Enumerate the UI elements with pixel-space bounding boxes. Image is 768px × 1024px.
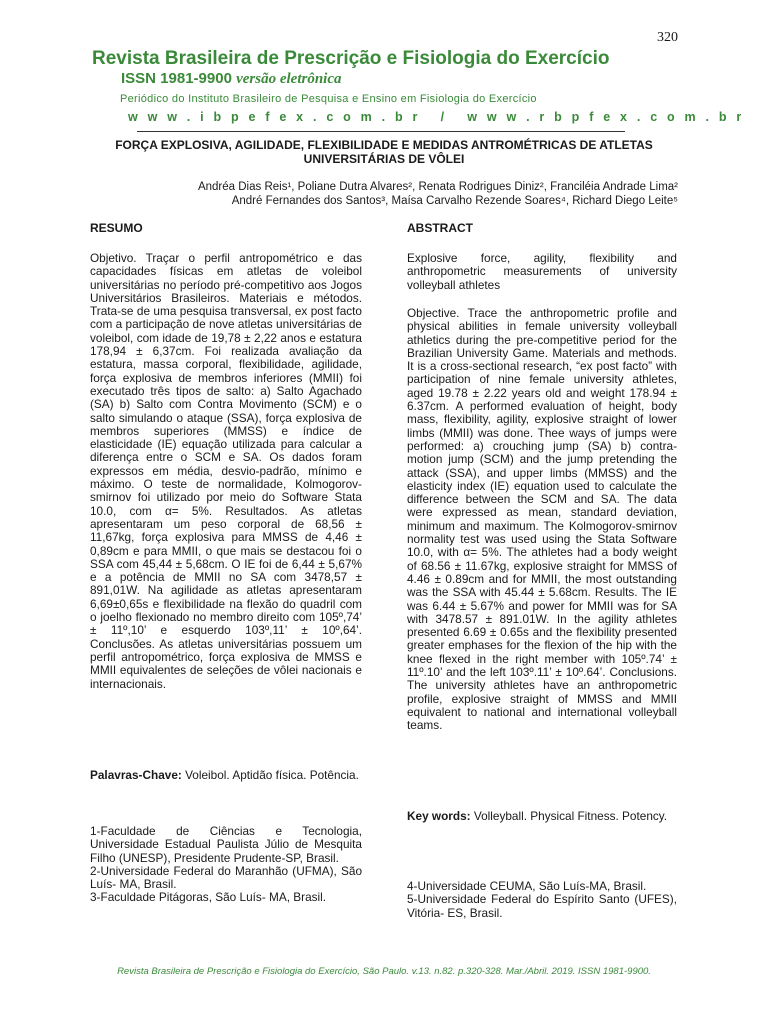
authors <box>90 180 678 208</box>
article-title-line2: UNIVERSITÁRIAS DE VÔLEI <box>303 152 465 166</box>
affiliation-3: 3-Faculdade Pitágoras, São Luís- MA, Brasil. <box>90 890 327 905</box>
affiliation-5: 5-Universidade Federal do Espírito Santo (UFES), Vitória- ES, Brasil. <box>407 892 677 920</box>
issn: ISSN 1981-9900 <box>121 70 232 87</box>
journal-subtitle: Periódico do Instituto Brasileiro de Pesquisa e Ensino em Fisiologia do Exercício <box>120 93 537 105</box>
issn-line <box>121 70 342 88</box>
authors-line2: André Fernandes dos Santos³, Maísa Carvalho Rezende Soares⁴, Richard Diego Leite⁵ <box>231 195 678 207</box>
article-title-line1: FORÇA EXPLOSIVA, AGILIDADE, FLEXIBILIDADE E MEDIDAS ANTROMÉTRICAS DE ATLETAS <box>115 138 653 152</box>
affiliation-4: 4-Universidade CEUMA, São Luís-MA, Brasil. <box>407 879 647 893</box>
resumo-body: Objetivo. Traçar o perfil antropométrico e das capacidades físicas em atletas de voleibol universitárias no período pré-competitivo aos Jogos Universitários Brasileiros. Materiais e métodos. Trata-se de uma pesquisa transversal, ex post facto com a participação de nove atletas universitárias de voleibol, com idade de 19,78 ± 2,22 anos e estatura 178,94 ± 6,37cm. Foi realizada avaliação da estatura, massa corporal, flexibilidade, agilidade, força explosiva de membros inferiores (MMII) foi executado três tipos de salto: a) Salto Agachado (SA) b) Salto com Contra Movimento (SCM) e o salto simulando o ataque (SSA), força explosiva de membros superiores (MMSS) e índice de elasticidade (IE) equação utilizada para calcular a diferença entre o SCM e SA. Os dados foram expressos em média, desvio-padrão, mínimo e máximo. O teste de normalidade, Kolmogorov-smirnov foi utilizado por meio do Software Stata 10.0, com α= 5%. Resultados. As atletas apresentaram um peso corporal de 68,56 ± 11,67kg, força explosiva para MMSS de 4,46 ± 0,89cm e para MMII, o que mais se destacou foi o SSA com 45,44 ± 5,68cm. O IE foi de 6,44 ± 5,67% e a potência de MMII no SA com 3478,57 ± 891,01W. Na agilidade as atletas apresentaram 6,69±0,65s e flexibilidade na flexão do quadril com o joelho flexionado no membro direito com 105º,74’ ± 11º,10’ e esquerdo 103º,11’ ± 10º,64’. Conclusões. As atletas universitárias possuem um perfil antropométrico, força explosiva de MMSS e MMII equivalentes de seleções de vôlei nacionais e internacionais. <box>90 251 362 691</box>
resumo-keywords-label: Palavras-Chave: <box>90 768 182 782</box>
abstract-keywords-label: Key words: <box>407 809 471 823</box>
affiliations-right <box>407 880 677 920</box>
footer-citation: Revista Brasileira de Prescrição e Fisiologia do Exercício, São Paulo. v.13. n.82. p.320-328. Mar./Abril. 2019. ISSN 1981-9900. <box>117 966 651 977</box>
resumo-keywords <box>90 769 362 782</box>
affiliation-1: 1-Faculdade de Ciências e Tecnologia, Universidade Estadual Paulista Júlio de Mesquita Filho (UNESP), Presidente Prudente-SP, Brasil. <box>90 824 362 865</box>
affiliation-2: 2-Universidade Federal do Maranhão (UFMA), São Luís- MA, Brasil. <box>90 863 362 892</box>
abstract-heading: ABSTRACT <box>407 221 473 235</box>
resumo-keywords-text: Voleibol. Aptidão física. Potência. <box>185 768 359 782</box>
abstract-keywords-text: Volleyball. Physical Fitness. Potency. <box>473 809 668 823</box>
resumo-heading: RESUMO <box>90 221 143 235</box>
authors-line1: Andréa Dias Reis¹, Poliane Dutra Alvares², Renata Rodrigues Diniz², Franciléia Andrade Lima² <box>197 181 678 193</box>
abstract-body: Objective. Trace the anthropometric profile and physical abilities in female university volleyball athletics during the pre-competitive period for the Brazilian University Game. Materials and methods. It is a cross-sectional research, “ex post facto” with participation of nine female university athletes, aged 19.78 ± 2.22 years old and weight 178.94 ± 6.37cm. A performed evaluation of height, body mass, flexibility, agility, explosive straight of lower limbs (MMII) was done. Thee ways of jumps were performed: a) crouching jump (SA) b) contra-motion jump (SCM) and the jump pretending the attack (SSA), and upper limbs (MMSS) and the elasticity index (IE) equation used to calculate the difference between the SCM and SA. The data were expressed as mean, standard deviation, minimum and maximum. The Kolmogorov-smirnov normality test was used using the Stata Software 10.0, with α= 5%. The athletes had a body weight of 68.56 ± 11.67kg, explosive straight for MMSS of 4.46 ± 0.89cm and for MMII, the most outstanding was the SSA with 45.44 ± 5.68cm. Results. The IE was 6.44 ± 5.67% and power for MMII was for SA with 3478.57 ± 891.01W. In the agility athletes presented 6.69 ± 0.65s and the flexibility presented greater emphases for the flexion of the hip with the knee flexed in the right member with 105º.74’ ± 11º.10’ and the left 103º.11’ ± 10º.64’. Conclusions. The university athletes have an anthropometric profile, explosive straight of MMSS and MMII equivalent to national and international volleyball teams. <box>407 306 677 733</box>
article-title <box>90 138 678 166</box>
issn-version: versão eletrônica <box>236 71 342 87</box>
page-number: 320 <box>657 30 678 45</box>
journal-title: Revista Brasileira de Prescrição e Fisiologia do Exercício <box>92 48 610 69</box>
affiliations-left <box>90 825 362 905</box>
abstract-title: Explosive force, agility, flexibility and anthropometric measurements of university volleyball athletes <box>407 251 677 292</box>
abstract-keywords <box>407 810 677 823</box>
journal-urls: w w w . i b p e f e x . c o m . b r / w w w . r b p f e x . c o m . b r <box>128 110 745 124</box>
header-rule <box>137 131 625 132</box>
